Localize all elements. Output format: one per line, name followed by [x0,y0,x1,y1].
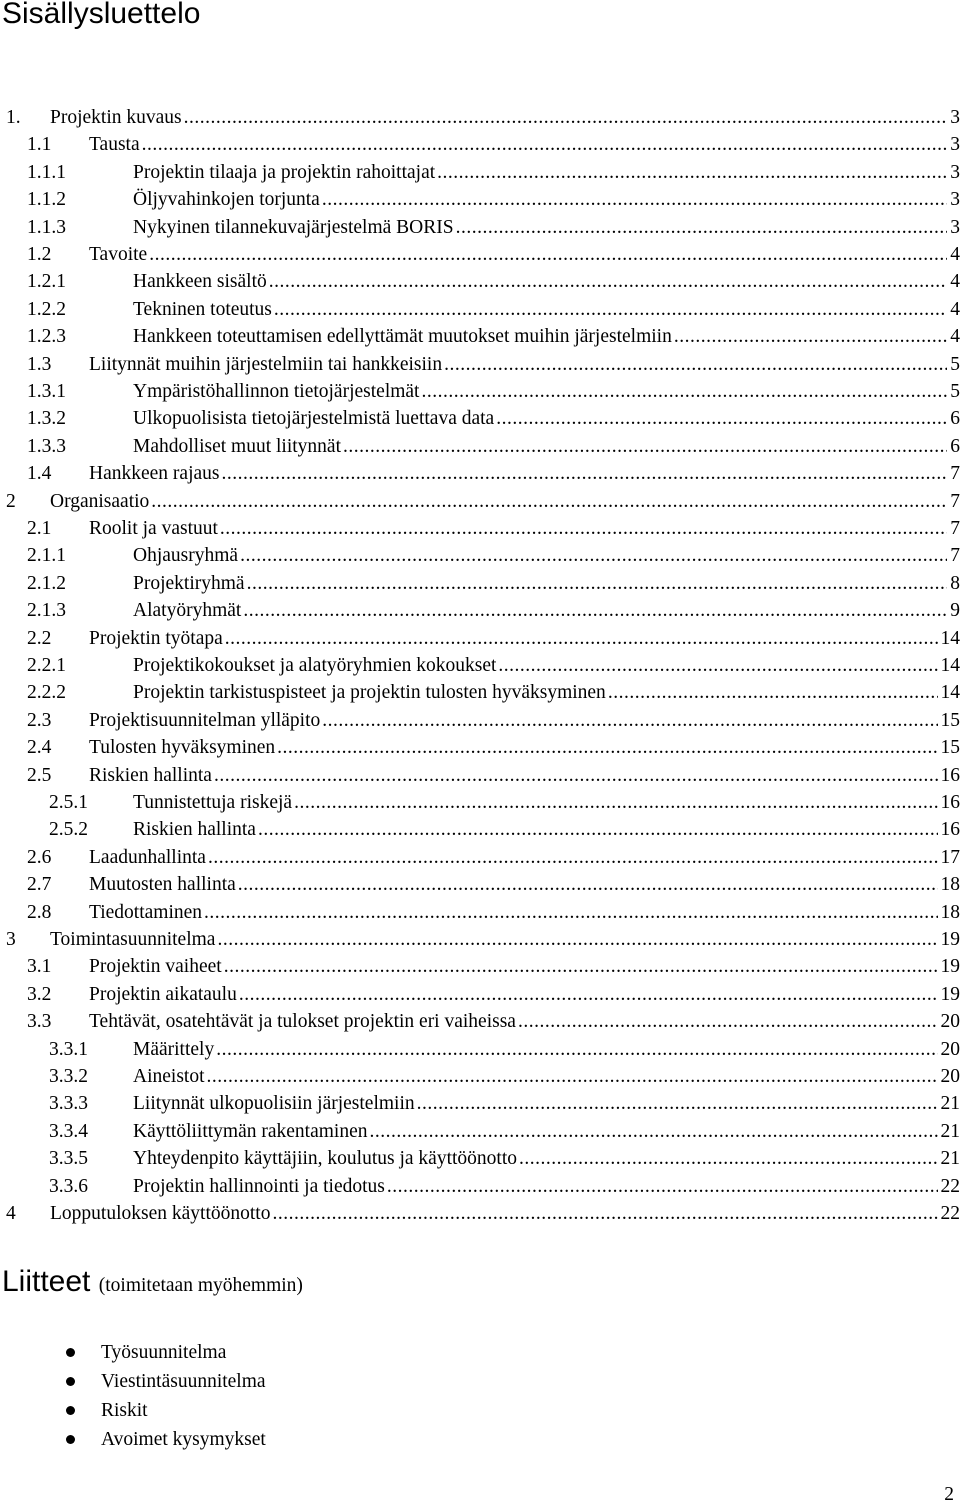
toc-entry-number: 3.3.3 [49,1093,88,1115]
toc-entry-line [50,104,960,131]
toc-dot-leader [277,734,937,761]
toc-entry-line [89,981,960,1008]
toc-dot-leader [149,241,947,268]
toc-entry-title: Laadunhallinta [89,844,208,871]
toc-entry-line [133,679,960,706]
toc-entry-line [89,871,960,898]
toc-entry-line [133,816,960,843]
toc-entry-number: 2.2.2 [27,682,66,704]
toc-dot-leader [204,899,937,926]
toc-entry-title: Tekninen toteutus [133,296,274,323]
toc-entry-title: Projektiryhmä [133,570,247,597]
toc-entry-line [89,899,960,926]
toc-entry-number: 2.1 [27,518,52,539]
toc-entry-title: Roolit ja vastuut [89,515,220,542]
attachment-label: Viestintäsuunnitelma [101,1371,266,1392]
toc-entry[interactable] [0,597,960,624]
toc-entry-number: 3.3.6 [49,1175,88,1197]
toc-entry-number: 1. [6,107,21,128]
toc-entry-page: 7 [947,515,960,542]
toc-entry-title: Projektin hallinnointi ja tiedotus [133,1173,387,1200]
bullet-icon [66,1435,75,1444]
toc-entry-title: Toimintasuunnitelma [50,926,217,953]
toc-entry-line [89,625,960,652]
toc-dot-leader [238,871,938,898]
toc-dot-leader [142,131,948,158]
toc-entry-line [133,652,960,679]
toc-entry-line [89,953,960,980]
toc-dot-leader [239,981,938,1008]
toc-entry-line [133,1063,960,1090]
toc-entry-title: Projektin työtapa [89,625,225,652]
appendix-title: Liitteet [2,1265,91,1298]
toc-entry[interactable] [0,1008,960,1035]
bullet-icon [66,1406,75,1415]
toc-entry-line [89,707,960,734]
toc-entry-title: Tausta [89,131,142,158]
page-title: Sisällysluettelo [2,0,201,30]
toc-entry[interactable] [0,159,960,186]
toc-entry-number: 3 [6,929,16,950]
bullet-icon [66,1377,75,1386]
toc-entry-line [133,186,960,213]
toc-dot-leader [184,104,948,131]
toc-entry-number: 2.8 [27,901,52,923]
toc-dot-leader [214,762,938,789]
toc-entry-title: Muutosten hallinta [89,871,238,898]
toc-entry-number: 1.3 [27,353,52,375]
page-number: 2 [944,1484,954,1505]
toc-entry-page: 3 [947,214,960,241]
toc-entry-page: 4 [947,296,960,323]
toc-entry-line [133,789,960,816]
toc-dot-leader [269,268,947,295]
toc-entry-line [133,405,960,432]
toc-entry-number: 1.2 [27,244,52,265]
toc-entry-number: 2.5.2 [49,819,88,841]
toc-entry[interactable] [0,926,960,953]
toc-entry-page: 18 [938,899,960,926]
toc-entry[interactable] [0,652,960,679]
toc-entry-number: 2.1.2 [27,572,66,594]
toc-entry-number: 2.6 [27,846,52,868]
toc-entry-line [133,378,960,405]
toc-entry[interactable] [0,762,960,789]
toc-entry[interactable] [0,460,960,487]
toc-entry-number: 1.2.1 [27,271,66,293]
toc-dot-leader [518,1008,938,1035]
toc-entry-title: Projektin tilaaja ja projektin rahoittajat [133,159,437,186]
toc-entry-number: 3.1 [27,956,52,978]
toc-entry[interactable] [0,405,960,432]
toc-entry-page: 5 [947,378,960,405]
bullet-icon [66,1348,75,1357]
toc-entry-page: 19 [938,926,960,953]
toc-entry-title: Projektin kuvaus [50,104,184,131]
toc-dot-leader [217,926,937,953]
toc-entry-page: 8 [947,570,960,597]
toc-entry-number: 2.3 [27,709,52,731]
toc-entry-page: 19 [938,981,960,1008]
toc-entry-line [50,488,960,515]
toc-dot-leader [519,1145,938,1172]
toc-entry[interactable] [0,433,960,460]
toc-entry-line [89,1008,960,1035]
toc-dot-leader [274,296,947,323]
toc-entry-line [89,351,960,378]
toc-entry[interactable] [0,844,960,871]
toc-entry-page: 18 [938,871,960,898]
toc-entry-page: 20 [938,1036,960,1063]
toc-entry-line [133,214,960,241]
toc-entry-line [89,734,960,761]
list-item [0,1396,400,1425]
toc-entry[interactable] [0,214,960,241]
toc-entry-title: Hankkeen sisältö [133,268,269,295]
toc-entry[interactable] [0,515,960,542]
toc-entry[interactable] [0,1118,960,1145]
toc-dot-leader [221,460,947,487]
toc-dot-leader [608,679,938,706]
toc-entry-line [133,268,960,295]
toc-dot-leader [369,1118,937,1145]
toc-entry[interactable] [0,625,960,652]
toc-entry-number: 4 [6,1203,16,1224]
toc-entry-page: 22 [938,1173,960,1200]
toc-entry[interactable] [0,131,960,158]
toc-entry-title: Tavoite [89,241,149,268]
toc-entry-line [133,433,960,460]
toc-dot-leader [343,433,947,460]
toc-dot-leader [243,597,947,624]
toc-entry-line [89,762,960,789]
toc-entry-page: 14 [938,625,960,652]
toc-dot-leader [322,186,947,213]
toc-entry-number: 2 [6,490,16,512]
toc-entry[interactable] [0,323,960,350]
toc-entry-number: 2.7 [27,874,52,896]
list-item [0,1425,400,1454]
toc-entry-line [133,1173,960,1200]
toc-dot-leader [387,1173,938,1200]
attachment-label: Riskit [101,1400,148,1421]
toc-entry-page: 15 [938,734,960,761]
toc-entry-page: 5 [947,351,960,378]
toc-entry[interactable] [0,241,960,268]
toc-entry[interactable] [0,789,960,816]
toc-entry-page: 14 [938,652,960,679]
toc-entry[interactable] [0,186,960,213]
toc-dot-leader [674,323,947,350]
toc-entry-page: 3 [947,186,960,213]
toc-entry-number: 1.3.3 [27,435,66,457]
toc-entry-page: 22 [938,1200,960,1227]
toc-entry-line [89,131,960,158]
toc-dot-leader [294,789,937,816]
toc-entry-line [50,1200,960,1227]
toc-dot-leader [216,1036,937,1063]
toc-entry[interactable] [0,1145,960,1172]
toc-entry[interactable] [0,104,960,131]
toc-entry[interactable] [0,816,960,843]
toc-entry-title: Ulkopuolisista tietojärjestelmistä luettava data [133,405,496,432]
toc-entry[interactable] [0,871,960,898]
toc-entry-page: 3 [947,104,960,131]
toc-entry-number: 2.5 [27,764,52,786]
toc-entry-number: 3.3.5 [49,1148,88,1170]
toc-entry[interactable] [0,1036,960,1063]
toc-entry[interactable] [0,707,960,734]
toc-entry-line [133,323,960,350]
toc-dot-leader [208,844,938,871]
toc-entry-title: Tehtävät, osatehtävät ja tulokset projektin eri vaiheissa [89,1008,518,1035]
toc-entry-line [89,844,960,871]
toc-entry-page: 21 [938,1145,960,1172]
toc-entry-number: 1.1.3 [27,216,66,238]
toc-dot-leader [456,214,948,241]
toc-entry[interactable] [0,981,960,1008]
toc-entry-number: 3.3.4 [49,1120,88,1142]
toc-dot-leader [496,405,947,432]
list-item [0,1367,400,1396]
toc-entry-title: Projektin vaiheet [89,953,224,980]
toc-dot-leader [225,625,938,652]
toc-dot-leader [224,953,938,980]
toc-entry[interactable] [0,351,960,378]
toc-entry-title: Tulosten hyväksyminen [89,734,277,761]
toc-entry-number: 3.3.1 [49,1038,88,1060]
toc-entry-line [89,515,960,542]
toc-entry-number: 3.2 [27,983,52,1005]
toc-entry-page: 14 [938,679,960,706]
toc-entry-number: 2.2.1 [27,655,66,676]
toc-entry-page: 3 [947,159,960,186]
toc-entry-number: 1.3.2 [27,408,66,430]
toc-entry-number: 3.3 [27,1011,52,1033]
toc-entry-title: Yhteydenpito käyttäjiin, koulutus ja käyttöönotto [133,1145,519,1172]
toc-entry-page: 3 [947,131,960,158]
toc-entry[interactable] [0,953,960,980]
toc-entry-page: 7 [947,460,960,487]
toc-dot-leader [207,1063,938,1090]
toc-entry-title: Tunnistettuja riskejä [133,789,294,816]
toc-entry-page: 4 [947,323,960,350]
toc-entry-title: Projektin aikataulu [89,981,239,1008]
toc-entry-title: Määrittely [133,1036,216,1063]
toc-entry-title: Hankkeen toteuttamisen edellyttämät muutokset muihin järjestelmiin [133,323,674,350]
toc-entry-number: 3.3.2 [49,1066,88,1087]
toc-entry-page: 17 [938,844,960,871]
appendix-heading [2,1262,303,1306]
toc-dot-leader [322,707,937,734]
toc-entry-page: 16 [938,762,960,789]
toc-entry-line [133,542,960,569]
toc-entry[interactable] [0,570,960,597]
toc-entry-line [89,241,960,268]
appendix-note: (toimitetaan myöhemmin) [98,1275,303,1296]
toc-entry-line [89,460,960,487]
toc-entry[interactable] [0,488,960,515]
toc-entry-title: Projektikokoukset ja alatyöryhmien kokoukset [133,652,498,679]
toc-entry-title: Tiedottaminen [89,899,204,926]
toc-entry-page: 21 [938,1118,960,1145]
toc-entry-line [133,1090,960,1117]
toc-dot-leader [220,515,947,542]
toc-entry-title: Öljyvahinkojen torjunta [133,186,322,213]
toc-entry-number: 2.1.1 [27,545,66,567]
toc-entry-page: 7 [947,488,960,515]
toc-dot-leader [417,1090,938,1117]
toc-entry-page: 7 [947,542,960,569]
toc-entry-page: 9 [947,597,960,624]
toc-entry-line [133,597,960,624]
attachment-label: Työsuunnitelma [101,1342,227,1363]
toc-entry-number: 2.5.1 [49,792,88,813]
toc-entry[interactable] [0,899,960,926]
toc-entry-title: Ympäristöhallinnon tietojärjestelmät [133,378,421,405]
toc-entry-number: 1.2.2 [27,298,66,320]
toc-entry[interactable] [0,734,960,761]
toc-entry[interactable] [0,542,960,569]
toc-entry-title: Riskien hallinta [133,816,258,843]
toc-entry-number: 1.2.3 [27,326,66,348]
toc-dot-leader [247,570,948,597]
toc-entry-number: 2.4 [27,737,52,759]
toc-entry[interactable] [0,1200,960,1227]
toc-entry-line [133,159,960,186]
toc-entry-title: Organisaatio [50,488,151,515]
toc-entry-page: 6 [947,405,960,432]
toc-entry[interactable] [0,679,960,706]
toc-entry-page: 19 [938,953,960,980]
toc-entry-line [133,296,960,323]
toc-entry-number: 1.1.1 [27,161,66,183]
toc-entry-line [50,926,960,953]
toc-entry-title: Liitynnät muihin järjestelmiin tai hankkeisiin [89,351,444,378]
toc-entry-line [133,1145,960,1172]
toc-entry-page: 4 [947,268,960,295]
toc-entry-title: Nykyinen tilannekuvajärjestelmä BORIS [133,214,456,241]
toc-entry-line [133,1118,960,1145]
toc-entry-title: Liitynnät ulkopuolisiin järjestelmiin [133,1090,417,1117]
toc-entry-title: Käyttöliittymän rakentaminen [133,1118,369,1145]
toc-entry-page: 4 [947,241,960,268]
toc-entry-number: 1.1.2 [27,189,66,211]
toc-entry-number: 2.1.3 [27,600,66,622]
toc-entry[interactable] [0,1090,960,1117]
toc-entry-page: 16 [938,816,960,843]
toc-dot-leader [240,542,947,569]
toc-entry-number: 1.1 [27,134,52,156]
toc-entry-title: Projektisuunnitelman ylläpito [89,707,322,734]
toc-entry-page: 20 [938,1063,960,1090]
toc-dot-leader [258,816,938,843]
toc-entry[interactable] [0,1063,960,1090]
toc-entry-line [133,570,960,597]
toc-dot-leader [498,652,937,679]
toc-entry-title: Projektin tarkistuspisteet ja projektin tulosten hyväksyminen [133,679,608,706]
toc-entry[interactable] [0,296,960,323]
list-item [0,1338,400,1367]
toc-entry-title: Hankkeen rajaus [89,460,221,487]
toc-entry-title: Ohjausryhmä [133,542,240,569]
toc-entry-page: 21 [938,1090,960,1117]
attachment-label: Avoimet kysymykset [101,1429,266,1450]
toc-entry-title: Aineistot [133,1063,207,1090]
toc-entry[interactable] [0,1173,960,1200]
toc-entry-number: 2.2 [27,627,52,649]
toc-entry-page: 16 [938,789,960,816]
toc-entry-line [133,1036,960,1063]
toc-entry-number: 1.4 [27,463,52,485]
toc-entry[interactable] [0,268,960,295]
toc-entry-page: 20 [938,1008,960,1035]
toc-dot-leader [151,488,947,515]
toc-entry-title: Riskien hallinta [89,762,214,789]
toc-dot-leader [272,1200,937,1227]
toc-entry-page: 15 [938,707,960,734]
toc-entry[interactable] [0,378,960,405]
toc-dot-leader [421,378,947,405]
toc-dot-leader [437,159,947,186]
toc-entry-title: Lopputuloksen käyttöönotto [50,1200,272,1227]
toc-entry-title: Alatyöryhmät [133,597,243,624]
toc-entry-page: 6 [947,433,960,460]
toc-entry-number: 1.3.1 [27,381,66,402]
toc-entry-title: Mahdolliset muut liitynnät [133,433,343,460]
toc-dot-leader [444,351,947,378]
